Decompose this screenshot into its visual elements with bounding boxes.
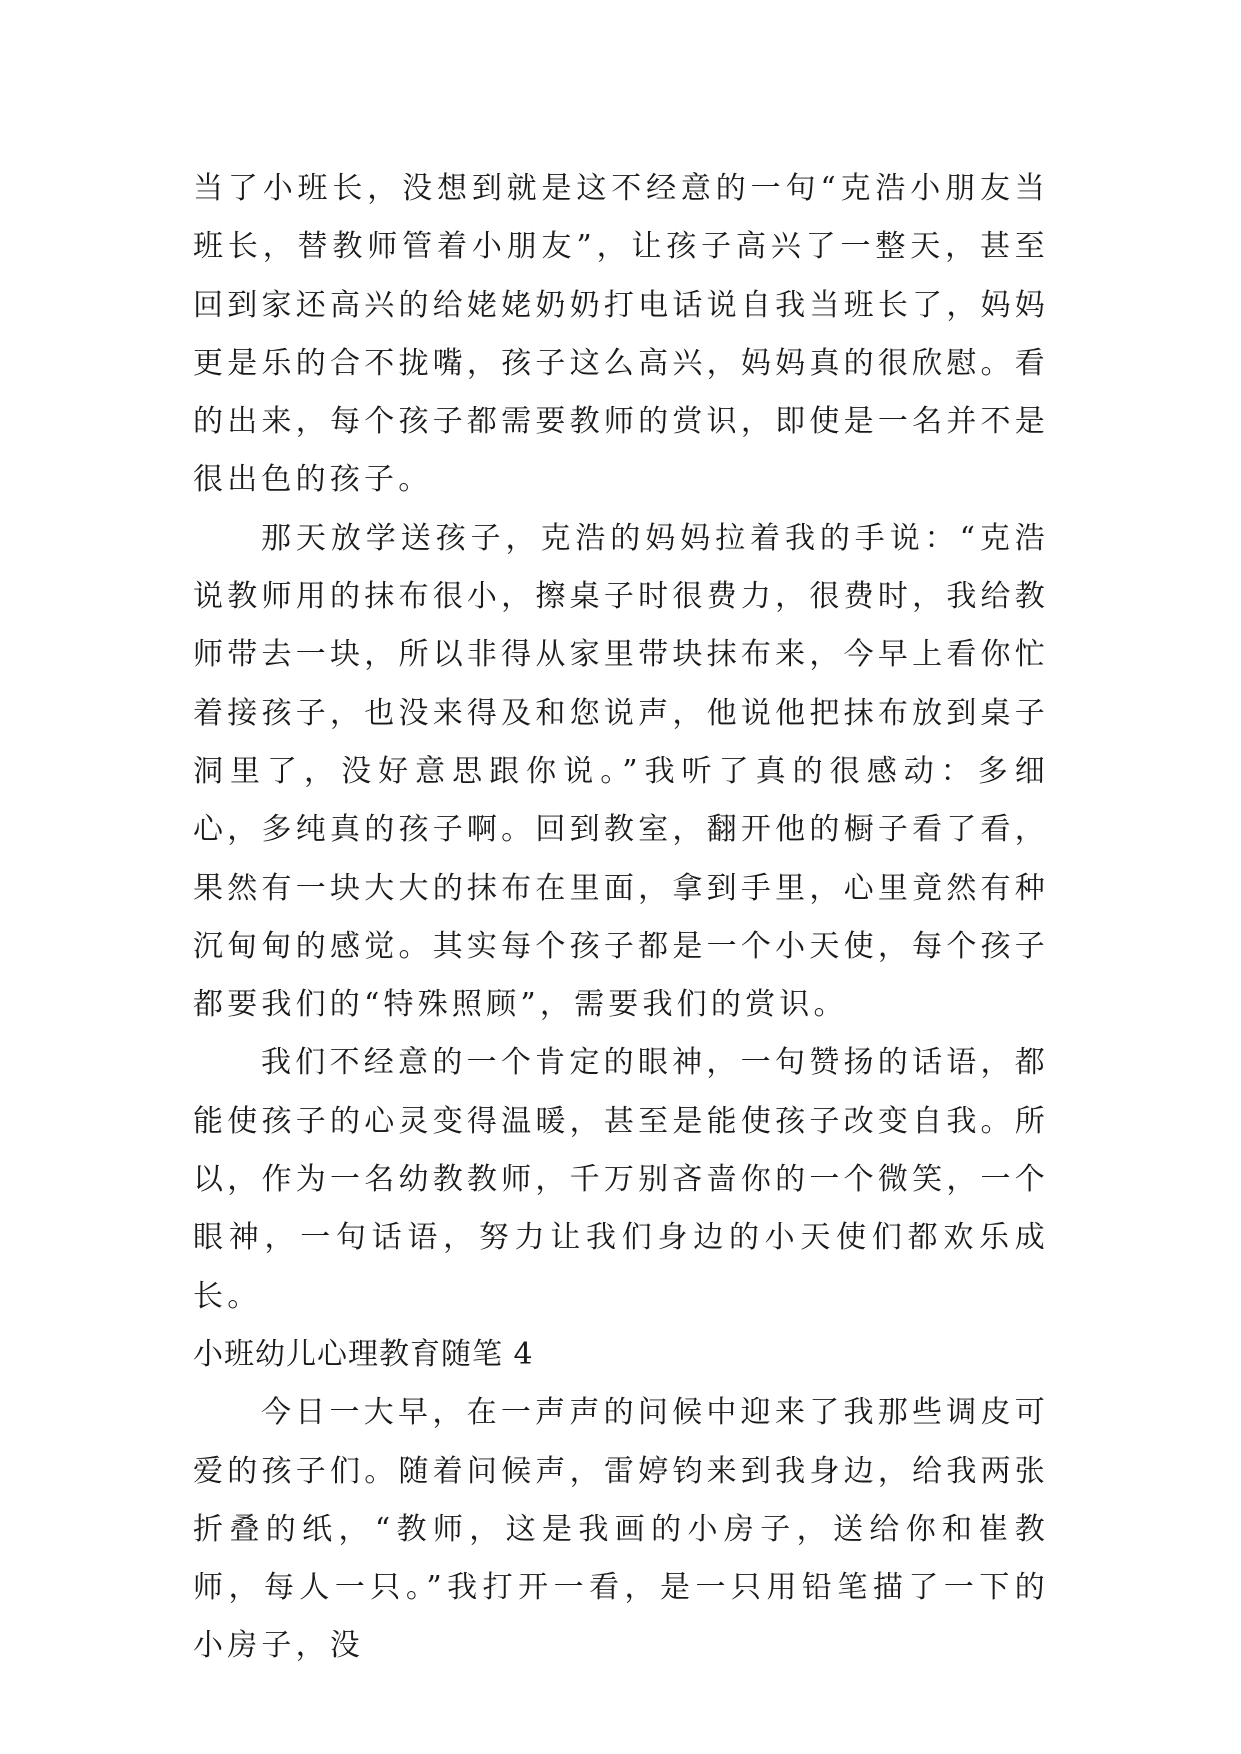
section-heading: 小班幼儿心理教育随笔 4	[193, 1336, 534, 1372]
paragraph-2: 那天放学送孩子，克浩的妈妈拉着我的手说：“克浩说教师用的抹布很小，擦桌子时很费力，很费时，我给教师带去一块，所以非得从家里带块抹布来，今早上看你忙着接孩子，也没来得及和您说声，他说他把抹布放到桌子洞里了，没好意思跟你说。”我听了真的很感动：多细心，多纯真的孩子啊。回到教室，翻开他的橱子看了看，果然有一块大大的抹布在里面，拿到手里，心里竟然有种沉甸甸的感觉。其实每个孩子都是一个小天使，每个孩子都要我们的“特殊照顾”，需要我们的赏识。	[193, 520, 1049, 1023]
paragraph-1: 当了小班长，没想到就是这不经意的一句“克浩小朋友当班长，替教师管着小朋友”，让孩子高兴了一整天，甚至回到家还高兴的给姥姥奶奶打电话说自我当班长了，妈妈更是乐的合不拢嘴，孩子这么高兴，妈妈真的很欣慰。看的出来，每个孩子都需要教师的赏识，即使是一名并不是很出色的孩子。	[193, 171, 1049, 498]
document-body	[193, 160, 1049, 1676]
paragraph-4: 今日一大早，在一声声的问候中迎来了我那些调皮可爱的孩子们。随着问候声，雷婷钧来到我身边，给我两张折叠的纸，“教师，这是我画的小房子，送给你和崔教师，每人一只。”我打开一看，是一只用铅笔描了一下的小房子，没	[193, 1395, 1049, 1664]
paragraph-3: 我们不经意的一个肯定的眼神，一句赞扬的话语，都能使孩子的心灵变得温暖，甚至是能使孩子改变自我。所以，作为一名幼教教师，千万别吝啬你的一个微笑，一个眼神，一句话语，努力让我们身边的小天使们都欢乐成长。	[193, 1045, 1049, 1314]
